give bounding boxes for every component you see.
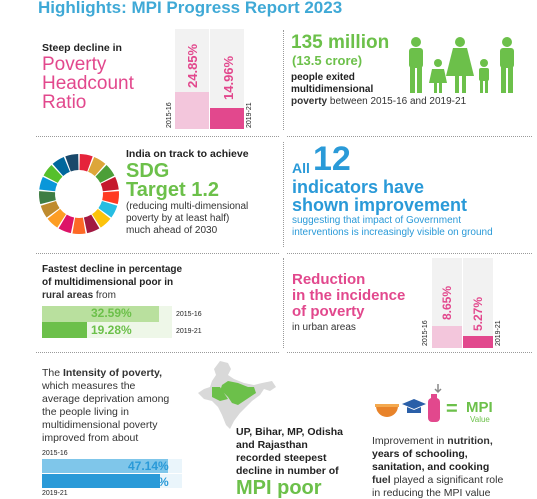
food-bowl-icon <box>375 404 399 417</box>
rural-line3 <box>42 290 116 302</box>
intensity-value-2019: 44.39% <box>128 475 169 489</box>
exited-line3 <box>291 96 466 108</box>
urban-heading-line: Reduction <box>292 271 366 288</box>
sdg-wheel-segment <box>72 218 85 234</box>
indicators-line3: suggesting that impact of Government <box>292 215 461 226</box>
indicators-line1: indicators have <box>292 177 425 197</box>
rural-bar-2019 <box>42 322 87 338</box>
intensity-line5: multidimensional poverty <box>42 419 158 431</box>
divider <box>36 352 279 353</box>
divider <box>36 253 279 254</box>
exited-sub: (13.5 crore) <box>292 53 363 68</box>
exited-line1: people exited <box>291 72 355 83</box>
divider <box>287 352 532 353</box>
exited-line2: multidimensional <box>291 84 374 95</box>
rural-line3-rest: from <box>93 290 116 301</box>
intensity-line2: which measures the <box>42 380 136 392</box>
urban-heading-line: in the incidence <box>292 287 406 304</box>
rural-value-2019: 19.28% <box>91 323 132 337</box>
mpi-line1-a: Improvement in <box>372 435 448 447</box>
headcount-bar-2015 <box>175 92 209 129</box>
headcount-heading-line: Poverty <box>42 54 107 75</box>
exited-line3-bold: poverty <box>291 96 328 107</box>
sdg-note3: much ahead of 2030 <box>126 225 218 236</box>
mpi-value: Value <box>470 415 490 424</box>
mpi-eq: = <box>446 398 458 420</box>
intensity-value-2015: 47.14% <box>128 459 169 473</box>
intensity-line6: improved from about <box>42 432 139 444</box>
divider <box>283 142 284 247</box>
states-line1: UP, Bihar, MP, Odisha <box>236 426 343 438</box>
page-title: Highlights: MPI Progress Report 2023 <box>38 0 343 17</box>
intensity-year-2015: 2015-16 <box>42 450 68 457</box>
urban-sub: in urban areas <box>292 322 356 333</box>
sdg-heading2: Target 1.2 <box>126 179 219 201</box>
states-big: MPI poor <box>236 477 322 499</box>
divider <box>283 258 284 348</box>
mpi-line1-b: nutrition, <box>447 435 493 447</box>
urban-heading-line: of poverty <box>292 303 365 320</box>
urban-heading <box>292 272 405 320</box>
headcount-bar-2019 <box>210 108 244 129</box>
rural-value-2015: 32.59% <box>91 306 132 320</box>
sdg-lead: India on track to achieve <box>126 148 249 160</box>
urban-bar-2019 <box>463 336 493 348</box>
headcount-heading-line: Ratio <box>42 92 87 113</box>
intensity-line1 <box>42 367 162 379</box>
states-line4: decline in number of <box>236 465 339 477</box>
gas-cylinder-icon <box>428 394 440 422</box>
states-line2: and Rajasthan <box>236 439 308 451</box>
sdg-wheel-icon <box>38 153 120 235</box>
mpi-label: MPI <box>466 399 493 416</box>
rural-year-2015: 2015-16 <box>176 311 202 318</box>
headcount-value-2019: 14.96% <box>221 55 236 100</box>
mpi-line4-b: played a significant role <box>390 474 504 486</box>
intensity-line1-a: The <box>42 367 64 379</box>
headcount-heading-line: Headcount <box>42 73 134 94</box>
india-map-icon <box>198 361 276 431</box>
rural-line1: Fastest decline in percentage <box>42 264 183 275</box>
intensity-year-2019: 2019-21 <box>42 490 68 497</box>
intensity-line1-b: Intensity of poverty, <box>63 367 163 379</box>
urban-bar-2015 <box>432 326 462 348</box>
headcount-value-2015: 24.85% <box>185 43 200 88</box>
urban-value-2015: 8.65% <box>440 285 454 320</box>
divider <box>287 253 532 254</box>
indicators-all: All <box>292 160 310 176</box>
intensity-line4: the people living in <box>42 406 129 418</box>
mpi-line4-a: fuel <box>372 474 391 486</box>
mpi-line3: sanitation, and cooking <box>372 461 490 473</box>
sdg-note2: poverty by at least half) <box>126 213 230 224</box>
states-line3: recorded steepest <box>236 452 327 464</box>
mpi-icons <box>372 384 442 426</box>
headcount-year-2015: 2015-16 <box>166 102 173 128</box>
urban-year-2019: 2019-21 <box>495 320 502 346</box>
sdg-note1: (reducing multi-dimensional <box>126 201 249 212</box>
indicators-num: 12 <box>313 140 351 178</box>
exited-line3-rest: between 2015-16 and 2019-21 <box>327 96 467 107</box>
indicators-line4: interventions is increasingly visible on ground <box>292 227 493 238</box>
headcount-lead: Steep decline in <box>42 42 122 54</box>
divider <box>36 136 279 137</box>
mpi-line2: years of schooling, <box>372 448 468 460</box>
graduation-cap-icon <box>402 399 426 413</box>
arrow-down-icon <box>435 384 441 392</box>
mpi-line5: in reducing the MPI value <box>372 487 491 499</box>
mpi-line4 <box>372 474 503 486</box>
intensity-line3: average deprivation among <box>42 393 170 405</box>
headcount-heading <box>42 55 134 112</box>
family-icon <box>404 36 530 94</box>
divider <box>287 136 532 137</box>
urban-year-2015: 2015-16 <box>422 320 429 346</box>
indicators-line2: shown improvement <box>292 195 468 215</box>
rural-year-2019: 2019-21 <box>176 328 202 335</box>
sdg-heading1: SDG <box>126 160 170 182</box>
rural-line3-bold: rural areas <box>42 290 94 301</box>
mpi-line1 <box>372 435 493 447</box>
urban-value-2019: 5.27% <box>471 296 485 331</box>
divider <box>283 30 284 130</box>
rural-line2: of multidimensional poor in <box>42 277 174 288</box>
exited-big: 135 million <box>291 32 390 53</box>
headcount-year-2019: 2019-21 <box>246 102 253 128</box>
